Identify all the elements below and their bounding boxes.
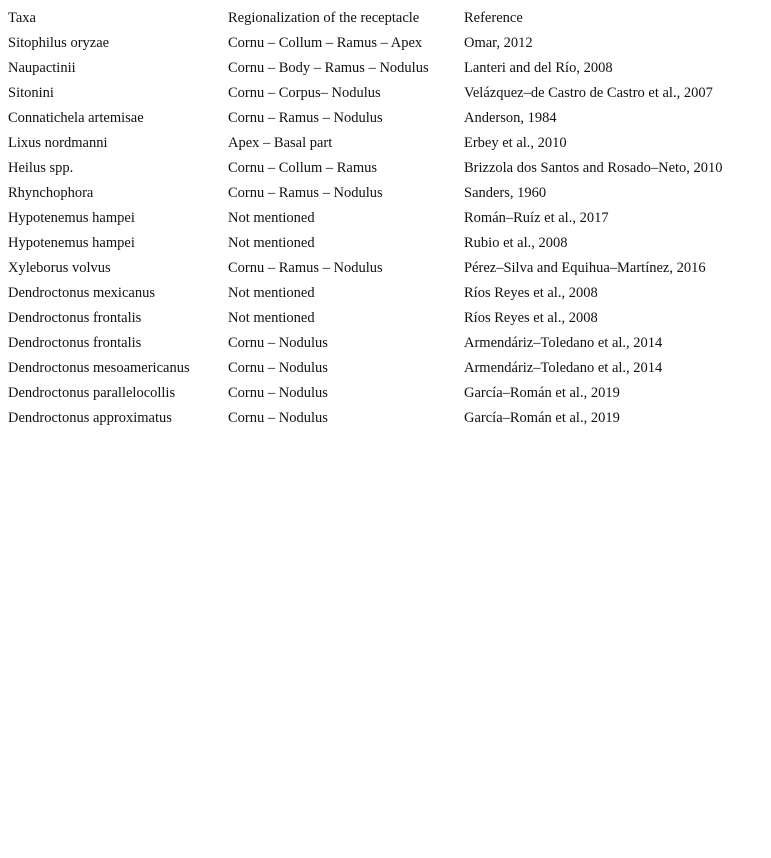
taxa-cell: Rhynchophora xyxy=(8,185,94,201)
table-row xyxy=(0,84,771,109)
taxa-cell: Naupactinii xyxy=(8,60,76,76)
table-row xyxy=(0,134,771,159)
taxa-cell: Hypotenemus hampei xyxy=(8,235,135,251)
regionalization-cell: Cornu – Collum – Ramus – Apex xyxy=(228,35,423,51)
taxa-cell: Dendroctonus approximatus xyxy=(8,410,172,426)
reference-cell: Velázquez–de Castro de Castro et al., 2007 xyxy=(464,85,713,101)
regionalization-cell: Apex – Basal part xyxy=(228,135,333,151)
table-row xyxy=(0,59,771,84)
table-row xyxy=(0,409,771,434)
table-row xyxy=(0,34,771,59)
taxa-cell: Dendroctonus frontalis xyxy=(8,335,142,351)
reference-cell: Rubio et al., 2008 xyxy=(464,235,568,251)
table-row xyxy=(0,259,771,284)
header-reference: Reference xyxy=(464,10,523,26)
table-row xyxy=(0,184,771,209)
reference-cell: Román–Ruíz et al., 2017 xyxy=(464,210,609,226)
header-taxa: Taxa xyxy=(8,10,36,26)
regionalization-cell: Cornu – Collum – Ramus xyxy=(228,160,378,176)
table-row xyxy=(0,209,771,234)
taxa-cell: Dendroctonus mexicanus xyxy=(8,285,155,301)
table-row xyxy=(0,109,771,134)
table-row xyxy=(0,284,771,309)
taxa-cell: Hypotenemus hampei xyxy=(8,210,135,226)
taxa-cell: Heilus spp. xyxy=(8,160,74,176)
regionalization-cell: Cornu – Nodulus xyxy=(228,385,328,401)
reference-cell: Omar, 2012 xyxy=(464,35,533,51)
reference-cell: García–Román et al., 2019 xyxy=(464,385,620,401)
reference-cell: Erbey et al., 2010 xyxy=(464,135,567,151)
regionalization-cell: Cornu – Ramus – Nodulus xyxy=(228,260,383,276)
regionalization-cell: Not mentioned xyxy=(228,235,315,251)
taxa-cell: Dendroctonus frontalis xyxy=(8,310,142,326)
regionalization-cell: Cornu – Corpus– Nodulus xyxy=(228,85,381,101)
reference-cell: Anderson, 1984 xyxy=(464,110,557,126)
table-row xyxy=(0,359,771,384)
regionalization-cell: Cornu – Body – Ramus – Nodulus xyxy=(228,60,429,76)
taxa-cell: Dendroctonus mesoamericanus xyxy=(8,360,190,376)
reference-cell: Ríos Reyes et al., 2008 xyxy=(464,310,598,326)
regionalization-cell: Not mentioned xyxy=(228,310,315,326)
taxa-cell: Sitonini xyxy=(8,85,54,101)
taxa-cell: Connatichela artemisae xyxy=(8,110,144,126)
taxa-cell: Lixus nordmanni xyxy=(8,135,108,151)
header-regionalization: Regionalization of the receptacle xyxy=(228,10,420,26)
regionalization-cell: Cornu – Nodulus xyxy=(228,335,328,351)
table-row xyxy=(0,384,771,409)
regionalization-cell: Not mentioned xyxy=(228,285,315,301)
regionalization-cell: Cornu – Ramus – Nodulus xyxy=(228,185,383,201)
regionalization-cell: Cornu – Ramus – Nodulus xyxy=(228,110,383,126)
taxa-cell: Dendroctonus parallelocollis xyxy=(8,385,176,401)
taxa-cell: Xyleborus volvus xyxy=(8,260,111,276)
table-row xyxy=(0,309,771,334)
reference-cell: Armendáriz–Toledano et al., 2014 xyxy=(464,335,663,351)
regionalization-cell: Cornu – Nodulus xyxy=(228,360,328,376)
taxa-cell: Sitophilus oryzae xyxy=(8,35,110,51)
table-row xyxy=(0,234,771,259)
reference-cell: Ríos Reyes et al., 2008 xyxy=(464,285,598,301)
reference-cell: Brizzola dos Santos and Rosado–Neto, 2010 xyxy=(464,160,723,176)
reference-cell: Sanders, 1960 xyxy=(464,185,547,201)
table-header-row xyxy=(0,9,771,34)
table-row xyxy=(0,159,771,184)
reference-cell: Pérez–Silva and Equihua–Martínez, 2016 xyxy=(464,260,706,276)
reference-cell: Armendáriz–Toledano et al., 2014 xyxy=(464,360,663,376)
reference-cell: García–Román et al., 2019 xyxy=(464,410,620,426)
table-row xyxy=(0,334,771,359)
regionalization-cell: Not mentioned xyxy=(228,210,315,226)
regionalization-cell: Cornu – Nodulus xyxy=(228,410,328,426)
reference-cell: Lanteri and del Río, 2008 xyxy=(464,60,613,76)
